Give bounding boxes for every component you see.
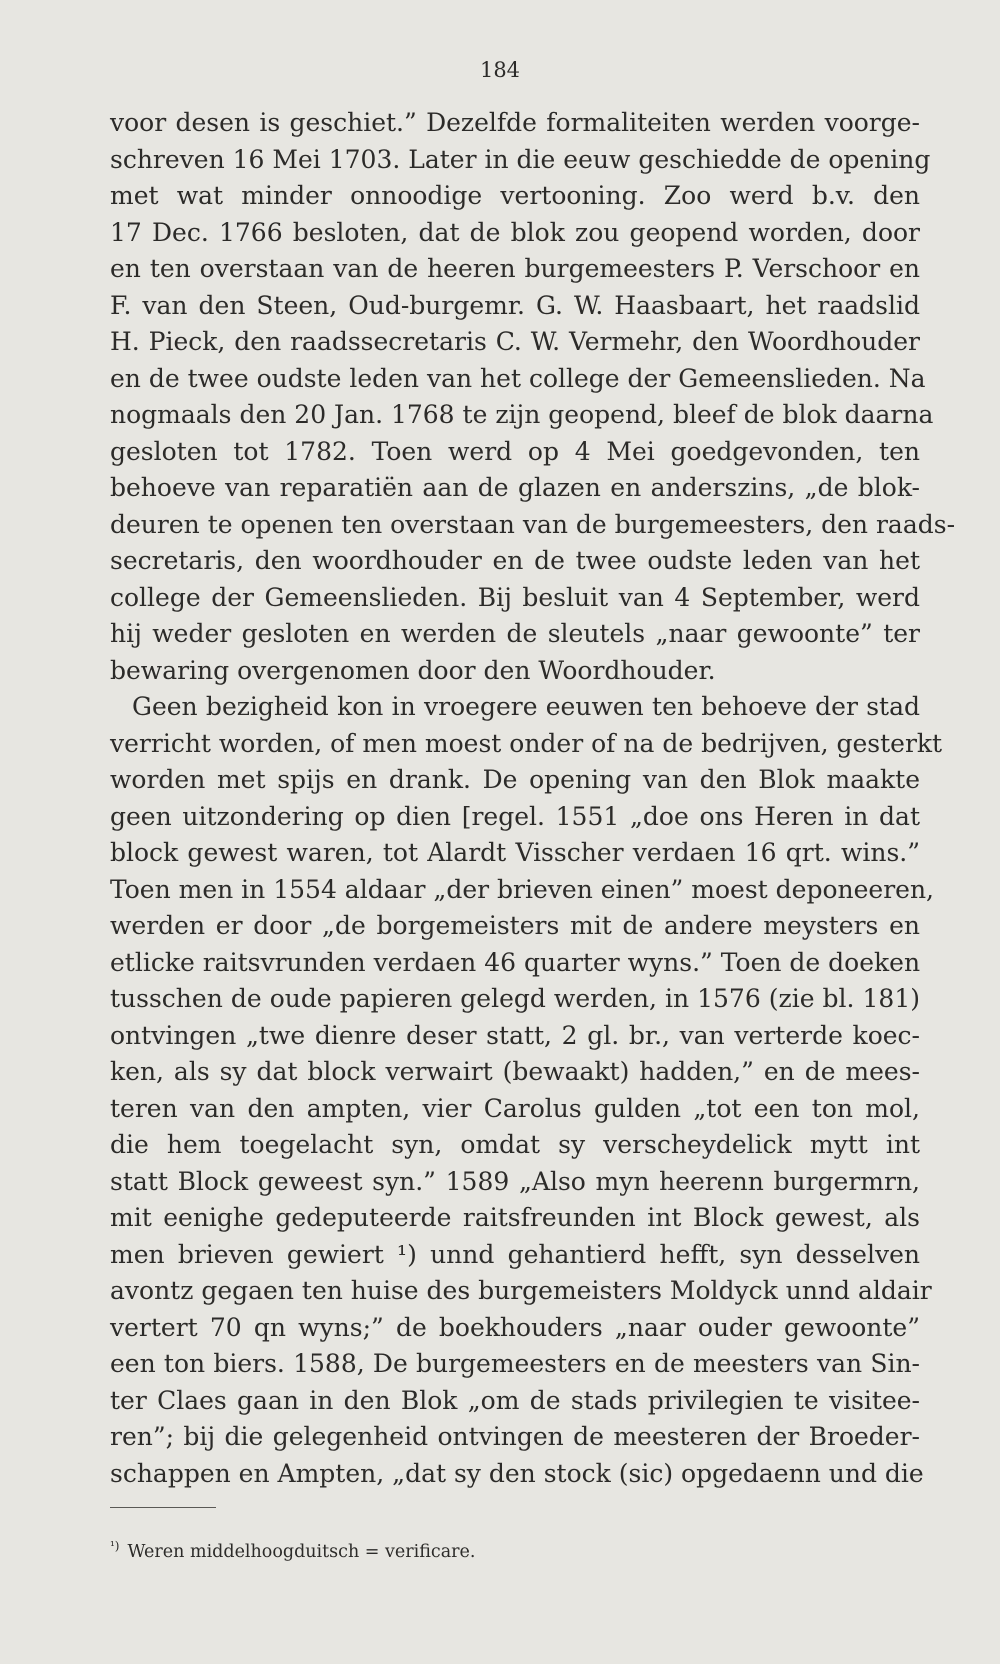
text-line: vertert 70 qn wyns;” de boekhouders „naar ouder gewoonte” (110, 1312, 920, 1342)
text-line: 17 Dec. 1766 besloten, dat de blok zou geopend worden, door (110, 217, 920, 247)
text-line: en de twee oudste leden van het college der Gemeenslieden. Na (110, 363, 926, 393)
text-line: voor desen is geschiet.” Dezelfde formaliteiten werden voorge- (110, 108, 920, 137)
text-line: worden met spijs en drank. De opening van den Blok maakte (110, 765, 920, 794)
text-line: statt Block geweest syn.” 1589 „Also myn heerenn burgermrn, (110, 1166, 920, 1196)
footnote-text: Weren middelhoogduitsch = verificare. (127, 1541, 476, 1562)
text-line: ter Claes gaan in den Blok „om de stads privilegien te visitee- (110, 1385, 920, 1415)
text-line: en ten overstaan van de heeren burgemeesters P. Verschoor en (110, 254, 920, 283)
text-line: mit eenighe gedeputeerde raitsfreunden int Block gewest, als (110, 1203, 920, 1232)
text-line: block gewest waren, tot Alardt Visscher verdaen 16 qrt. wins.” (110, 838, 920, 867)
footnote (110, 1532, 710, 1566)
text-line: etlicke raitsvrunden verdaen 46 quarter wyns.” Toen de doeken (110, 947, 921, 977)
text-line: deuren te openen ten overstaan van de burgemeesters, den raads- (110, 509, 956, 539)
text-line: geen uitzondering op dien [regel. 1551 „doe ons Heren in dat (110, 801, 920, 831)
text-line: nogmaals den 20 Jan. 1768 te zijn geopend, bleef de blok daarna (110, 400, 934, 429)
body-text (110, 105, 956, 1492)
footnote-divider (110, 1507, 216, 1508)
text-line: schreven 16 Mei 1703. Later in die eeuw geschiedde de opening (110, 144, 931, 174)
text-line: ken, als sy dat block verwairt (bewaakt) hadden,” en de mees- (110, 1057, 920, 1086)
paragraph-end-line: bewaring overgenomen door den Woordhouder. (110, 655, 716, 685)
text-line: ontvingen „twe dienre deser statt, 2 gl. br., van verterde koec- (110, 1020, 920, 1050)
text-line: verricht worden, of men moest onder of na de bedrijven, gesterkt (110, 728, 943, 758)
paragraph-start-line: Geen bezigheid kon in vroegere eeuwen ten behoeve der stad (132, 692, 920, 721)
text-line: schappen en Ampten, „dat sy den stock (sic) opgedaenn und die (110, 1458, 924, 1488)
text-line: H. Pieck, den raadssecretaris C. W. Vermehr, den Woordhouder (110, 327, 920, 356)
text-line: secretaris, den woordhouder en de twee oudste leden van het (110, 546, 920, 575)
text-line: een ton biers. 1588, De burgemeesters en de meesters van Sin- (110, 1349, 920, 1378)
text-line: met wat minder onnoodige vertooning. Zoo werd b.v. den (110, 181, 920, 210)
text-line: teren van den ampten, vier Carolus gulden „tot een ton mol, (110, 1093, 920, 1123)
text-line: die hem toegelacht syn, omdat sy verscheydelick mytt int (110, 1130, 920, 1159)
page-number: 184 (479, 58, 521, 82)
text-line: men brieven gewiert ¹) unnd gehantierd hefft, syn desselven (110, 1239, 920, 1269)
text-line: college der Gemeenslieden. Bij besluit van 4 September, werd (110, 582, 920, 612)
text-line: behoeve van reparatiën aan de glazen en anderszins, „de blok- (110, 473, 920, 502)
text-line: ren”; bij die gelegenheid ontvingen de meesteren der Broeder- (110, 1422, 920, 1451)
text-line: avontz gegaen ten huise des burgemeisters Moldyck unnd aldair (110, 1276, 932, 1305)
text-line: werden er door „de borgemeisters mit de andere meysters en (110, 911, 920, 940)
text-line: F. van den Steen, Oud-burgemr. G. W. Haasbaart, het raadslid (110, 290, 920, 320)
text-line: gesloten tot 1782. Toen werd op 4 Mei goedgevonden, ten (110, 436, 920, 466)
footnote-marker: ¹) (110, 1539, 120, 1553)
text-line: tusschen de oude papieren gelegd werden, in 1576 (zie bl. 181) (110, 984, 920, 1013)
text-line: hij weder gesloten en werden de sleutels „naar gewoonte” ter (110, 619, 920, 648)
text-line: Toen men in 1554 aldaar „der brieven einen” moest deponeeren, (110, 874, 934, 904)
